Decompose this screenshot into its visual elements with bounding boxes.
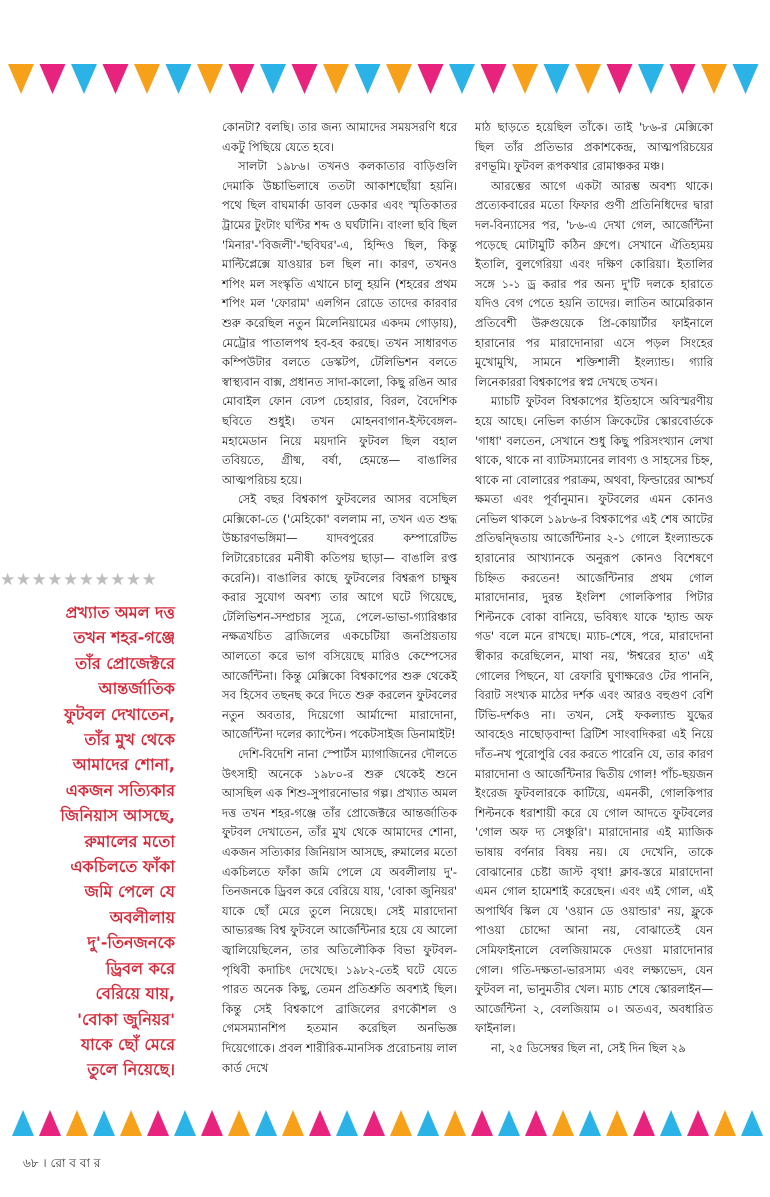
triangle-decoration <box>449 64 475 94</box>
triangle-decoration <box>390 1110 412 1136</box>
triangle-decoration <box>323 64 349 94</box>
triangle-decoration <box>606 1110 628 1136</box>
triangle-decoration <box>166 64 192 94</box>
pull-quote-line: ড্রিবল করে <box>105 958 175 978</box>
triangle-decoration <box>741 1110 763 1136</box>
bottom-triangle-strip <box>0 1108 770 1138</box>
triangle-decoration <box>363 1110 385 1136</box>
pull-quote-line: একচিলতে ফাঁকা <box>70 857 175 877</box>
triangle-decoration <box>733 64 759 94</box>
triangle-decoration <box>120 1110 142 1136</box>
article-paragraph: না, ২৫ ডিসেম্বর ছিল না, সেই দিন ছিল ২৯ <box>491 1040 686 1055</box>
triangle-decoration <box>444 1110 466 1136</box>
article-paragraph: সালটা ১৯৮৬। তখনও কলকাতার বাড়িগুলি দেমাকি উচ্চাভিলাষে ততটা আকাশছোঁয়া হয়নি। পথে ছিল বাঘমার্কা ডাবল ডেকার এবং স্মৃতিকাতর ট্রামের টুংটাং ঘণ্টির শব্দ ও ঘর্ঘটানি। বাংলা ছবি ছিল 'মিনার'-'বিজলী'-'ছবিঘর'-এ, হিন্দিও ছিল, কিন্তু মাল্টিপ্লেক্সে যাওয়ার চল ছিল না। কারণ, তখনও শপিং মল সংস্কৃতি এখানে চালু হয়নি (শহরের প্রথম শপিং মল 'ফোরাম' এলগিন রোডে তাদের কারবার শুরু করেছিল নতুন মিলেনিয়ামের একদম গোড়ায়), মেট্রোর পাতালপথ হব-হব করছে। তখন সাধারণত কম্পিউটার বলতে ডেস্কটপ, টেলিভিশন বলতে স্বাস্থ্যবান বাক্স, প্রধানত সাদা-কালো, কিছু রঙিন আর মোবাইল ফোন বেঢপ চেহারার, বিরল, বৈদেশিক ছবিতে শুধুই। তখন মোহনবাগান-ইস্টবেঙ্গল-মহামেডান নিয়ে ময়দানি ফুটবল ছিল বহাল তবিয়তে, গ্রীষ্ম, বর্ষা, হেমন্তে— বাঙালির আত্মপরিচয় হয়ে। <box>222 159 457 487</box>
triangle-decoration <box>103 64 129 94</box>
triangle-decoration <box>228 1110 250 1136</box>
pull-quote-line: তখন শহর-গঞ্জে <box>73 628 175 648</box>
pull-quote-line: প্রখ্যাত অমল দত্ত <box>65 603 175 622</box>
pull-quote-line: জিনিয়াস আসছে, <box>60 806 175 826</box>
triangle-decoration <box>670 64 696 94</box>
triangle-decoration <box>282 1110 304 1136</box>
footer-separator: । <box>42 1156 47 1170</box>
top-triangle-strip <box>0 62 770 98</box>
triangle-decoration <box>607 64 633 94</box>
triangle-decoration <box>309 1110 331 1136</box>
triangle-decoration <box>336 1110 358 1136</box>
triangle-decoration <box>701 64 727 94</box>
article-paragraph: মাঠ ছাড়তে হয়েছিল তাঁকে। তাই '৮৬-র মেক্সিকো ছিল তাঁর প্রতিভার প্রকাশকেন্দ্র, আত্মপরিচয়ের রণভূমি। ফুটবল রূপকথার রোমাঞ্চকর মঞ্চ। <box>475 120 713 174</box>
triangle-decoration <box>12 1110 34 1136</box>
article-column-right <box>475 118 713 1059</box>
triangle-decoration <box>638 64 664 94</box>
triangle-decoration <box>687 1110 709 1136</box>
pull-quote-line: 'বোকা জুনিয়র' <box>77 1009 175 1029</box>
magazine-name: রো ব বা র <box>50 1156 101 1170</box>
triangle-decoration <box>93 1110 115 1136</box>
pull-quote <box>10 600 175 1083</box>
pull-quote-line: তুলে নিয়েছে। <box>87 1060 175 1080</box>
triangle-decoration <box>544 64 570 94</box>
triangle-decoration <box>386 64 412 94</box>
pull-quote-line: আন্তর্জাতিক <box>98 679 175 699</box>
article-paragraph: দেশি-বিদেশি নানা স্পোর্টস ম্যাগাজিনের দৌলতে উৎসাহী অনেকে ১৯৮০-র শুরু থেকেই শুনে আসছিল এক শিশু-সুপারনোভার গল্প। প্রখ্যাত অমল দত্ত তখন শহর-গঞ্জে তাঁর প্রোজেক্টরে আন্তর্জাতিক ফুটবল দেখাতেন, তাঁর মুখ থেকে আমাদের শোনা, একজন সত্যিকার জিনিয়াস আসছে, রুমালের মতো একচিলতে ফাঁকা জমি পেলে যে অবলীলায় দু'-তিনজনকে ড্রিবল করে বেরিয়ে যায়, 'বোকা জুনিয়র' যাকে ছোঁ মেরে তুলে নিয়েছে। সেই মারাদোনা আভ্যরজ্জ বিশ্ব ফুটবলে আর্জেন্টিনার হয়ে যে আলো জ্বালিয়েছিলেন, তার অতিলৌকিক বিভা ফুটবল-পৃথিবী কদাচিৎ দেখেছে। ১৯৮২-তেই ঘটে যেতে পারত অনেক কিছু, তেমন প্রতিশ্রুতি অবশ্যই ছিল। কিন্তু সেই বিশ্বকাপে ব্রাজিলের রণকৌশল ও গেমসম্যানশিপ হতমান করেছিল অনভিজ্ঞ দিয়েগোকে। প্রবল শারীরিক-মানসিক প্ররোচনায় লাল কার্ড দেখে <box>222 747 457 1075</box>
pull-quote-line: জমি পেলে যে <box>84 882 175 902</box>
triangle-decoration <box>579 1110 601 1136</box>
triangle-decoration <box>40 64 66 94</box>
triangle-decoration <box>66 1110 88 1136</box>
triangle-decoration <box>255 1110 277 1136</box>
pull-quote-line: যাকে ছোঁ মেরে <box>80 1034 175 1054</box>
triangle-decoration <box>8 64 34 94</box>
triangle-decoration <box>633 1110 655 1136</box>
pull-quote-line: তাঁর প্রোজেক্টরে <box>75 653 175 673</box>
triangle-decoration <box>174 1110 196 1136</box>
triangle-decoration <box>512 64 538 94</box>
article-column-middle <box>222 118 457 1078</box>
article-paragraph: সেই বছর বিশ্বকাপ ফুটবলের আসর বসেছিল মেক্সিকো-তে ('মেহিকো' বললাম না, তখন এত শুদ্ধ উচ্চারণভঙ্গিমা— যাদবপুরের কম্পারেটিভ লিটারেচারের মনীষী কতিপয় ছাড়া— বাঙালি রপ্ত করেনি)। বাঙালির কাছে ফুটবলের বিশ্বরূপ চাক্ষুষ করার সুযোগ অবশ্য তার আগে ঘটে গিয়েছে, টেলিভিশন-সম্প্রচার সূত্রে, পেলে-ভাভা-গ্যারিঞ্চার নক্ষত্রখচিত ব্রাজিলের একচেটিয়া জনপ্রিয়তায় আলতো করে ভাগ বসিয়েছে মারিও কেম্পেসের আর্জেন্টিনা। কিন্তু মেক্সিকো বিশ্বকাপের শুরু থেকেই সব হিসেব তছনছ করে দিতে শুরু করলেন ফুটবলের নতুন অবতার, দিয়েগো আর্মান্দো মারাদোনা, আর্জেন্টিনা দলের ক্যাপ্টেন। পকেটসাইজ ডিনামাইট! <box>222 492 457 742</box>
triangle-decoration <box>197 64 223 94</box>
article-paragraph: কোনটা? বলছি। তার জন্য আমাদের সময়সরণি ধরে একটু পিছিয়ে যেতে হবে। <box>222 120 457 154</box>
triangle-decoration <box>417 1110 439 1136</box>
triangle-decoration <box>418 64 444 94</box>
article-paragraph: ম্যাচটি ফুটবল বিশ্বকাপের ইতিহাসে অবিস্মরণীয় হয়ে আছে। নেভিল কার্ডাস ক্রিকেটের স্কোরবোর্ডকে 'গাধা' বলতেন, সেখানে শুধু কিছু পরিসংখ্যান লেখা থাকে, থাকে না ব্যাটসম্যানের লাবণ্য ও সাহসের চিহ্ন, থাকে না বোলারের পরাক্রম, অথবা, ফিল্ডারের আশ্চর্য ক্ষমতা এবং পূর্বানুমান। ফুটবলের এমন কোনও নেভিল থাকলে ১৯৮৬-র বিশ্বকাপের এই শেষ আটের প্রতিদ্বন্দ্বিতায় আর্জেন্টিনার ২-১ গোলে ইংল্যান্ডকে হারানোর আখ্যানকে অনুরূপ কোনও বিশেষণে চিহ্নিত করতেন! আর্জেন্টিনার প্রথম গোল মারাদোনার, দুরন্ত ইংলিশ গোলকিপার পিটার শিল্টনকে বোকা বানিয়ে, ভবিষ্যৎ যাকে 'হ্যান্ড অফ গড' বলে মনে রাখছে। ম্যাচ-শেষে, পরে, মারাদোনা স্বীকার করেছিলেন, মাথা নয়, 'ঈশ্বরের হাত' এই গোলের পিছনে, যা রেফারি ঘুণাক্ষরেও টের পাননি, বিরাট সংখ্যক মাঠের দর্শক এবং আরও বহুগুণ বেশি টিভি-দর্শকও না। তখন, সেই ফকল্যান্ড যুদ্ধের আবহেও নাছোড়বান্দা ব্রিটিশ সাংবাদিকরা এই নিয়ে দাঁত-নখ পুরোপুরি বের করতে পারেনি যে, তার কারণ মারাদোনা ও আর্জেন্টিনার দ্বিতীয় গোল! পাঁচ-ছয়জন ইংরেজ ফুটবলারকে কাটিয়ে, এমনকী, গোলকিপার শিল্টনকে ধরাশায়ী করে যে গোল আদতে ফুটবলের 'গোল অফ দ্য সেঞ্চুরি'। মারাদোনার এই ম্যাজিক ভাষায় বর্ণনার বিষয় নয়। যে দেখেনি, তাকে বোঝানোর চেষ্টা জাস্ট বৃথা! ক্লাব-স্তরে মারাদোনা এমন গোল হামেশাই করেছেন। এবং এই গোল, এই অপার্থিব স্কিল যে 'ওয়ান ডে ওয়ান্ডার' নয়, ফ্লুকে পাওয়া চোদ্দো আনা নয়, বোঝাতেই যেন সেমিফাইনালে বেলজিয়ামকে দেওয়া মারাদোনার গোল। গতি-দক্ষতা-ভারসাম্য এবং লক্ষ্যভেদ, যেন ফুটবল না, ভানুমতীর খেল। ম্যাচ শেষে স্কোরলাইন— আর্জেন্টিনা ২, বেলজিয়াম ০। অতএব, অবধারিত ফাইনাল। <box>475 394 713 1036</box>
page-number: ৬৮ <box>23 1156 39 1170</box>
pull-quote-line: বেরিয়ে যায়, <box>95 984 175 1004</box>
triangle-decoration <box>134 64 160 94</box>
pull-quote-line: তাঁর মুখ থেকে <box>84 730 175 750</box>
page-footer <box>23 1155 100 1175</box>
triangle-decoration <box>292 64 318 94</box>
pull-quote-stars: ★★★★★★★★★★ <box>0 570 158 590</box>
triangle-decoration <box>147 1110 169 1136</box>
triangle-decoration <box>552 1110 574 1136</box>
triangle-decoration <box>71 64 97 94</box>
triangle-decoration <box>39 1110 61 1136</box>
triangle-decoration <box>714 1110 736 1136</box>
pull-quote-line: আমাদের শোনা, <box>72 755 175 775</box>
triangle-decoration <box>481 64 507 94</box>
triangle-decoration <box>201 1110 223 1136</box>
top-triangle-border <box>0 62 770 98</box>
pull-quote-line: ফুটবল দেখাতেন, <box>64 704 175 724</box>
bottom-triangle-border <box>0 1108 770 1138</box>
triangle-decoration <box>498 1110 520 1136</box>
triangle-decoration <box>575 64 601 94</box>
triangle-decoration <box>260 64 286 94</box>
triangle-decoration <box>229 64 255 94</box>
article-paragraph: আরম্ভের আগে একটা আরম্ভ অবশ্য থাকে। প্রত্যেকবারের মতো ফিফার গুণী প্রতিনিধিদের দ্বারা দল-বিন্যাসের পর, '৮৬-এ দেখা গেল, আর্জেন্টিনা পড়েছে মোটামুটি কঠিন গ্রুপে। সেখানে ঐতিহ্যময় ইতালি, বুলগেরিয়া এবং দক্ষিণ কোরিয়া। ইতালির সঙ্গে ১-১ ড্র করার পর অন্য দু'টি দলকে হারাতে যদিও বেগ পেতে হয়নি তাদের। লাতিন আমেরিকান প্রতিবেশী উরুগুয়েকে প্রি-কোয়ার্টার ফাইনালে হারানোর পর মারাদোনারা এসে পড়ল সিংহের মুখোমুখি, সামনে শক্তিশালী ইংল্যান্ড। গ্যারি লিনেকাররা বিশ্বকাপের স্বপ্ন দেখছে তখন। <box>475 178 713 389</box>
triangle-decoration <box>525 1110 547 1136</box>
pull-quote-line: রুমালের মতো <box>84 831 175 851</box>
pull-quote-line: একজন সত্যিকার <box>65 780 175 800</box>
triangle-decoration <box>471 1110 493 1136</box>
triangle-decoration <box>355 64 381 94</box>
pull-quote-line: অবলীলায় <box>109 907 175 927</box>
pull-quote-line: দু'-তিনজনকে <box>87 933 175 953</box>
triangle-decoration <box>660 1110 682 1136</box>
